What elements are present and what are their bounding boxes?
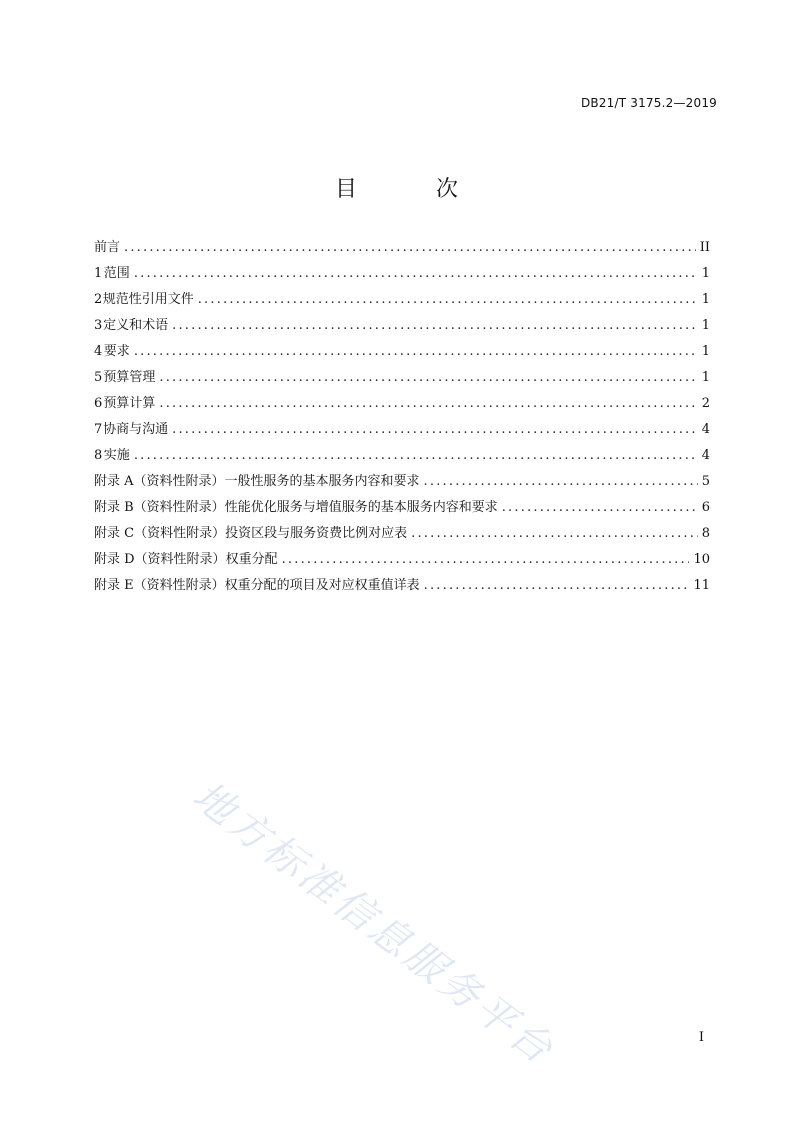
- toc-label: 一般性服务的基本服务内容和要求: [224, 474, 420, 489]
- toc-page-number: 1: [701, 266, 710, 281]
- toc-leader-dots: [172, 422, 698, 437]
- toc-entry-7[interactable]: [94, 418, 710, 444]
- toc-appendix-name: 附录 B（资料性附录）: [94, 500, 225, 515]
- watermark-text: 地方标准信息服务平台: [184, 772, 564, 1075]
- toc-entry-4[interactable]: [94, 340, 710, 366]
- toc-appendix-name: 附录 E（资料性附录）: [94, 578, 225, 593]
- toc-page-number: 4: [701, 422, 710, 437]
- toc-label: 权重分配: [225, 552, 278, 567]
- toc-label: 性能优化服务与增值服务的基本服务内容和要求: [224, 500, 498, 515]
- toc-label: 预算管理: [103, 370, 156, 385]
- toc-entry-appendix-b[interactable]: [94, 496, 710, 522]
- toc-label: 协商与沟通: [103, 422, 169, 437]
- toc-page-number: 1: [701, 292, 710, 307]
- toc-section-number: 3: [94, 318, 103, 333]
- toc-section-number: 5: [94, 370, 103, 385]
- toc-entry-3[interactable]: [94, 314, 710, 340]
- toc-section-number: 7: [94, 422, 103, 437]
- toc-entry-appendix-d[interactable]: [94, 548, 710, 574]
- toc-leader-dots: [172, 318, 698, 333]
- toc-page-number: 1: [701, 344, 710, 359]
- toc-leader-dots: [424, 578, 690, 593]
- toc-leader-dots: [134, 344, 698, 359]
- toc-leader-dots: [282, 552, 690, 567]
- toc-leader-dots: [411, 526, 698, 541]
- toc-leader-dots: [424, 474, 698, 489]
- toc-label: 前言: [94, 240, 121, 255]
- toc-entry-2[interactable]: [94, 288, 710, 314]
- table-of-contents: [94, 236, 710, 600]
- toc-entry-8[interactable]: [94, 444, 710, 470]
- toc-page-number: II: [699, 240, 710, 255]
- toc-section-number: 1: [94, 266, 103, 281]
- toc-leader-dots: [159, 370, 697, 385]
- toc-entry-appendix-e[interactable]: [94, 574, 710, 600]
- toc-label: 实施: [103, 448, 130, 463]
- toc-entry-foreword[interactable]: [94, 236, 710, 262]
- toc-leader-dots: [134, 266, 698, 281]
- page-number-footer: I: [698, 1030, 704, 1045]
- toc-entry-6[interactable]: [94, 392, 710, 418]
- toc-label: 定义和术语: [103, 318, 169, 333]
- toc-entry-appendix-a[interactable]: [94, 470, 710, 496]
- toc-page-number: 1: [701, 370, 710, 385]
- toc-label: 权重分配的项目及对应权重值详表: [224, 578, 420, 593]
- toc-leader-dots: [134, 448, 698, 463]
- toc-label: 范围: [103, 266, 130, 281]
- page-title: 目 次: [335, 177, 494, 202]
- toc-leader-dots: [198, 292, 698, 307]
- toc-appendix-name: 附录 A（资料性附录）: [94, 474, 225, 489]
- toc-page-number: 8: [701, 526, 710, 541]
- toc-label: 规范性引用文件: [102, 292, 194, 307]
- toc-page-number: 11: [693, 578, 710, 593]
- toc-label: 投资区段与服务资费比例对应表: [225, 526, 408, 541]
- toc-label: 要求: [103, 344, 130, 359]
- toc-section-number: 6: [94, 396, 103, 411]
- toc-section-number: 8: [94, 448, 103, 463]
- toc-leader-dots: [124, 240, 696, 255]
- toc-page-number: 6: [701, 500, 710, 515]
- toc-leader-dots: [159, 396, 697, 411]
- toc-appendix-name: 附录 C（资料性附录）: [94, 526, 226, 541]
- toc-section-number: 2: [94, 292, 103, 307]
- standard-number: DB21/T 3175.2—2019: [580, 96, 717, 110]
- toc-entry-5[interactable]: [94, 366, 710, 392]
- toc-entry-appendix-c[interactable]: [94, 522, 710, 548]
- toc-section-number: 4: [94, 344, 103, 359]
- toc-leader-dots: [502, 500, 698, 515]
- toc-entry-1[interactable]: [94, 262, 710, 288]
- toc-page-number: 10: [693, 552, 710, 567]
- toc-page-number: 4: [701, 448, 710, 463]
- toc-page-number: 5: [701, 474, 710, 489]
- toc-label: 预算计算: [103, 396, 156, 411]
- toc-appendix-name: 附录 D（资料性附录）: [94, 552, 226, 567]
- toc-page-number: 1: [701, 318, 710, 333]
- toc-page-number: 2: [701, 396, 710, 411]
